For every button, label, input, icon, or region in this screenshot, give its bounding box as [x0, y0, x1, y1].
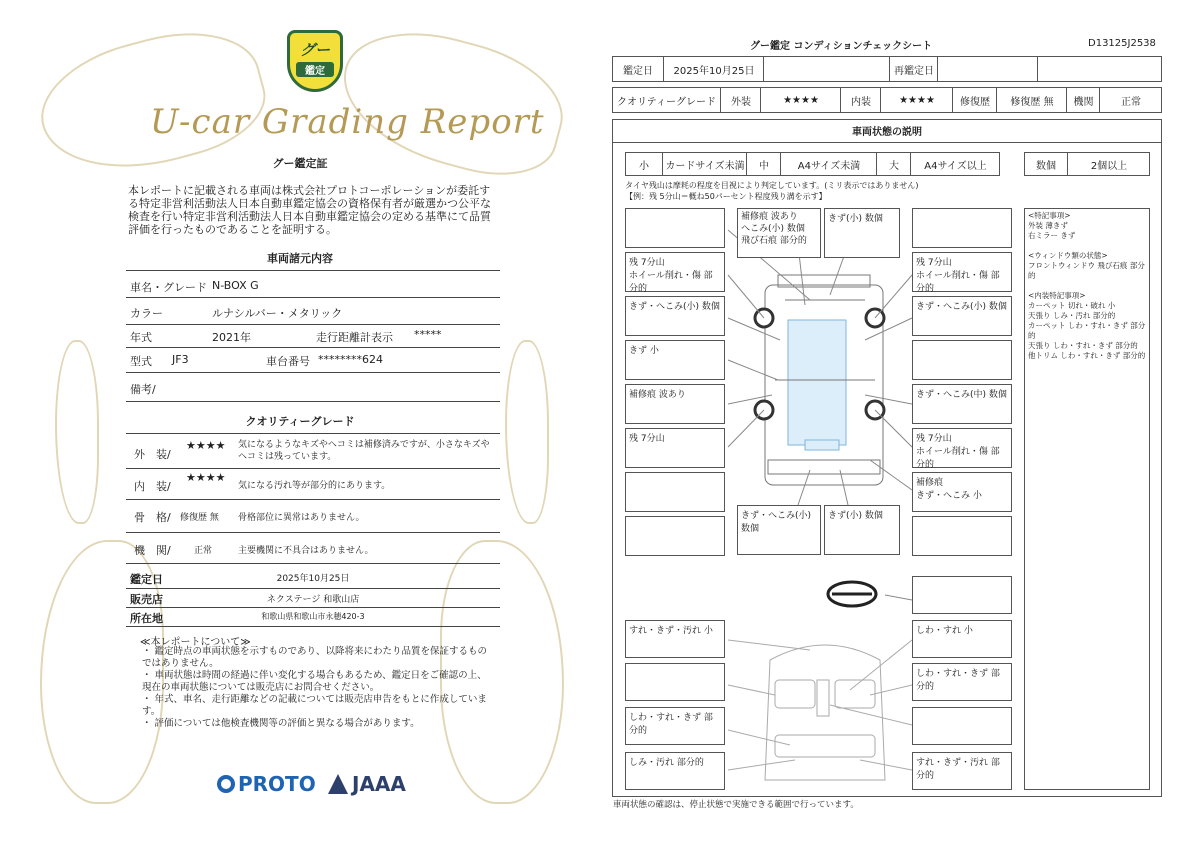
side-ornament-left — [55, 340, 99, 524]
car-roof-glass — [788, 320, 846, 445]
note-box-front-right: きず・へこみ(小) 数個 — [912, 296, 1012, 336]
about-title: ≪本レポートについて≫ — [140, 637, 251, 648]
spec-row-name — [126, 271, 500, 298]
note-box-floor-left: しみ・汚れ 部分的 — [625, 752, 725, 790]
note-box — [912, 707, 1012, 745]
quality-frame-value: 修復歴 無 — [180, 513, 219, 523]
note-box-rear-right: 補修痕 きず・へこみ 小 — [912, 472, 1012, 512]
quality-frame-label: 骨 格/ — [134, 511, 171, 524]
grade-ext-label: 外装 — [720, 88, 761, 112]
spec-row-remarks — [126, 373, 500, 402]
note-box-front-left: きず・へこみ(小) 数個 — [625, 296, 725, 336]
note-box — [912, 340, 1012, 380]
note-box-rear-left: きず・へこみ(小) 数個 — [737, 505, 821, 555]
note-box-hood: 補修痕 波あり へこみ(小) 数個 飛び石痕 部分的 — [737, 208, 821, 258]
grade-repair-label: 修復歴 — [952, 88, 997, 112]
quality-frame-text: 骨格部位に異常はありません。 — [238, 513, 365, 523]
count-desc: 2個以上 — [1067, 153, 1150, 175]
special-notes: <特記事項> 外装 薄きず 右ミラー きず <ウィンドウ類の状態> フロントウィンドウ 飛び石痕 部分的 <内装特記事項> カーペット 切れ・破れ 小 天張り しみ・汚れ 部分的 カーペット しわ・すれ・きず 部分的 天張り しわ・すれ・きず 部分的 他トリム しわ・すれ・きず 部分的 — [1024, 208, 1150, 790]
goo-kantei-badge — [287, 30, 343, 92]
note-box-rear-left-tire: 残 7分山 — [625, 428, 725, 468]
size-small-desc: カードサイズ未満 — [662, 153, 747, 175]
note-box-rear-bumper: きず(小) 数個 — [824, 505, 900, 555]
tire-note-1: タイヤ残山は摩耗の程度を目視により判定しています。(ミリ表示ではありません) — [625, 181, 919, 190]
sheet-title: グー鑑定 コンディションチェックシート — [750, 41, 933, 52]
size-large-desc: A4サイズ以上 — [910, 153, 1000, 175]
spec-row-model — [126, 348, 500, 373]
proto-logo — [217, 772, 316, 796]
note-box-left-side: きず 小 — [625, 340, 725, 380]
quality-engine-label: 機 関/ — [134, 544, 171, 557]
info-shop-value: ネクステージ 和歌山店 — [266, 595, 360, 605]
spec-remarks-label: 備考/ — [130, 383, 156, 396]
interior-diagram — [728, 640, 912, 780]
spec-row-year — [126, 325, 500, 348]
about-item: ・ 車両状態は時間の経過に伴い変化する場合もあるため、鑑定日をご確認の上、現在の車両状態については販売店にお問合せください。 — [142, 670, 487, 693]
date-value: 2025年10月25日 — [663, 57, 764, 81]
count-label: 数個 — [1036, 160, 1056, 172]
note-box-right-rear-door: きず・へこみ(中) 数個 — [912, 384, 1012, 424]
grade-ext-stars: ★★★★ — [760, 88, 841, 112]
spec-title: 車両諸元内容 — [267, 252, 333, 265]
quality-int-stars: ★★★★ — [186, 471, 226, 484]
jaaa-logo-icon — [328, 774, 348, 794]
condition-title: 車両状態の説明 — [612, 119, 1162, 143]
spec-mileage-label: 走行距離計表示 — [316, 331, 393, 344]
note-box-left-rear-door: 補修痕 波あり — [625, 384, 725, 424]
note-box-rear-seat-right: しわ・すれ・きず 部分的 — [912, 663, 1012, 701]
jaaa-logo — [328, 772, 406, 796]
cert-text: 本レポートに記載される車両は株式会社プロトコーポレーションが委託する特定非営利活動法人日本自動車鑑定協会の資格保有者が厳選かつ公平な検査を行い特定非営利活動法人日本自動車鑑定協会の定める基準にて品質評価を行ったものであることを証明する。 — [128, 184, 491, 236]
script-title: U-car Grading Report — [150, 102, 545, 142]
rear-bumper — [768, 460, 880, 474]
note-box-rear-seat-left: しわ・すれ・きず 部分的 — [625, 707, 725, 745]
note-box — [912, 208, 1012, 248]
size-mid: 中 — [746, 153, 781, 175]
sheet-footer: 車両状態の確認は、停止状態で実施できる範囲で行っています。 — [613, 800, 859, 810]
note-box — [625, 208, 725, 248]
note-box-steering — [912, 576, 1012, 614]
badge-bottom-text: 鑑定 — [296, 62, 334, 77]
quality-int-text: 気になる汚れ等が部分的にあります。 — [238, 481, 391, 491]
size-mid-desc: A4サイズ未満 — [780, 153, 877, 175]
date-label: 鑑定日 — [623, 65, 653, 77]
info-row-shop — [126, 589, 500, 608]
proto-logo-text: PROTO — [238, 772, 316, 796]
spec-year-label: 年式 — [130, 331, 152, 344]
side-ornament-right — [505, 340, 549, 524]
quality-row-engine — [126, 533, 500, 564]
quality-row-exterior — [126, 434, 500, 469]
quality-engine-value: 正常 — [194, 546, 213, 556]
about-list — [142, 646, 492, 730]
quality-ext-text: 気になるようなキズやヘコミは補修済みですが、小さなキズやヘコミは残っています。 — [238, 440, 490, 462]
spec-color-label: カラー — [130, 307, 163, 320]
spec-chassis-label: 車台番号 — [266, 355, 310, 368]
note-box — [625, 516, 725, 556]
spec-year-value: 2021年 — [212, 331, 251, 344]
spec-name-value: N-BOX G — [212, 279, 259, 292]
note-box — [912, 516, 1012, 556]
spec-mileage-value: ***** — [414, 328, 442, 341]
note-box-front-seat-left: すれ・きず・汚れ 小 — [625, 620, 725, 658]
sheet-code: D13125J2538 — [1088, 38, 1156, 49]
spec-chassis-value: ********624 — [318, 353, 383, 366]
size-small: 小 — [639, 160, 649, 172]
quality-engine-text: 主要機関に不具合はありません。 — [238, 546, 374, 556]
quality-ext-label: 外 装/ — [134, 448, 171, 461]
condition-check-sheet — [600, 0, 1200, 848]
note-box-rear-right-tire: 残 7分山 ホイール削れ・傷 部分的 — [912, 428, 1012, 468]
info-addr-value: 和歌山県和歌山市永穂420-3 — [261, 612, 365, 621]
info-addr-label: 所在地 — [130, 612, 163, 625]
info-date-label: 鑑定日 — [130, 573, 163, 586]
spec-color-value: ルナシルバー・メタリック — [212, 307, 343, 320]
quality-title: クオリティーグレード — [245, 415, 355, 428]
grade-repair-value: 修復歴 無 — [996, 88, 1067, 112]
cert-title: グー鑑定証 — [272, 157, 328, 170]
note-box-front-left-tire: 残 7分山 ホイール削れ・傷 部分的 — [625, 252, 725, 292]
grade-engine-value: 正常 — [1099, 88, 1162, 112]
spec-model-label: 型式 — [130, 355, 152, 368]
grade-int-stars: ★★★★ — [880, 88, 953, 112]
jaaa-logo-text: JAAA — [352, 772, 406, 796]
tire-note-2: 【例：残 5分山＝概ね50パーセント程度残り溝を示す】 — [625, 192, 827, 201]
about-item: ・ 評価については他検査機関等の評価と異なる場合があります。 — [142, 718, 420, 729]
badge-top-text: グー — [299, 41, 330, 59]
grade-int-label: 内装 — [840, 88, 881, 112]
quality-row-interior — [126, 469, 500, 500]
grade-engine-label: 機関 — [1066, 88, 1100, 112]
steering-wheel-icon — [828, 582, 876, 606]
info-shop-label: 販売店 — [130, 593, 163, 606]
note-box-floor-right: すれ・きず・汚れ 部分的 — [912, 752, 1012, 790]
spec-model-value: JF3 — [172, 353, 189, 366]
quality-ext-stars: ★★★★ — [186, 439, 226, 452]
about-item: ・ 鑑定時点の車両状態を示すものであり、以降将来にわたり品質を保証するものではありません。 — [142, 646, 488, 669]
note-box-front-seat-right: しわ・すれ 小 — [912, 620, 1012, 658]
note-box — [625, 472, 725, 512]
size-large: 大 — [876, 153, 911, 175]
quality-row-frame — [126, 500, 500, 533]
note-box-front-bumper: きず(小) 数個 — [824, 208, 900, 258]
info-row-address — [126, 608, 500, 627]
spec-row-color — [126, 298, 500, 325]
note-box-front-right-tire: 残 7分山 ホイール削れ・傷 部分的 — [912, 252, 1012, 292]
rear-glass — [805, 440, 839, 450]
spec-name-label: 車名・グレード — [130, 281, 207, 294]
info-row-date — [126, 566, 500, 589]
redate-label: 再鑑定日 — [889, 57, 938, 81]
note-box — [625, 663, 725, 701]
proto-logo-icon — [217, 775, 235, 793]
quality-int-label: 内 装/ — [134, 480, 171, 493]
info-date-value: 2025年10月25日 — [276, 574, 350, 584]
about-item: ・ 年式、車名、走行距離などの記載については販売店申告をもとに作成しています。 — [142, 694, 487, 717]
grade-label: クオリティーグレード — [617, 96, 716, 108]
